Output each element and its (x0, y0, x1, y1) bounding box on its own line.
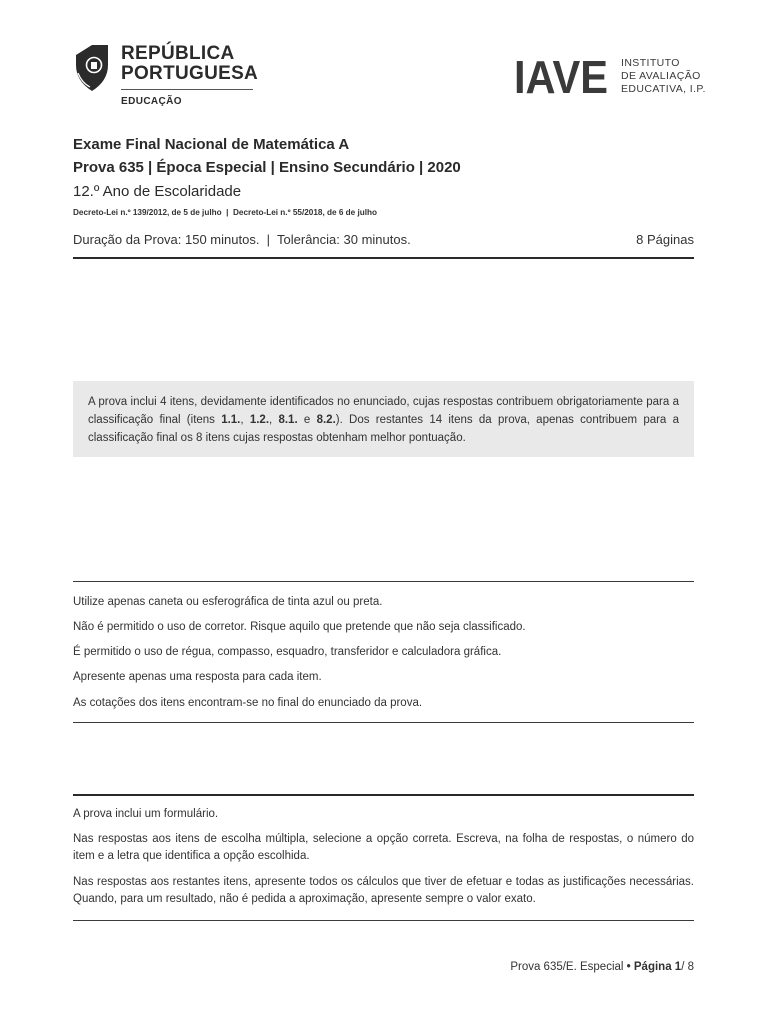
notes-top-divider (73, 794, 694, 796)
notes-bottom-divider (73, 920, 694, 921)
instruction-item: Não é permitido o uso de corretor. Risque aquilo que pretende que não seja classificado. (73, 621, 526, 633)
instructions-bottom-divider (73, 722, 694, 723)
notice-sep-2: , (269, 414, 279, 426)
notice-item-3: 8.1. (278, 414, 298, 426)
instruction-item: Apresente apenas uma resposta para cada item. (73, 671, 322, 683)
notice-sep-3: e (297, 414, 317, 426)
instruction-item: Utilize apenas caneta ou esferográfica de tinta azul ou preta. (73, 596, 383, 608)
republica-portuguesa-emblem-icon (72, 43, 110, 93)
footer-exam-code: Prova 635/E. Especial (510, 961, 624, 973)
instructions-top-divider (73, 581, 694, 582)
instruction-item: É permitido o uso de régua, compasso, esquadro, transferidor e calculadora gráfica. (73, 646, 502, 658)
iave-line-1: INSTITUTO (621, 57, 680, 69)
republica-divider (121, 89, 253, 90)
school-year: 12.º Ano de Escolaridade (73, 183, 242, 200)
page-count: 8 Páginas (636, 232, 694, 247)
decree-reference: Decreto-Lei n.º 139/2012, de 5 de julho | Decreto-Lei n.º 55/2018, de 6 de julho (73, 208, 378, 217)
note-item: Nas respostas aos itens de escolha múltipla, selecione a opção correta. Escreva, na folha de respostas, o número do item e a letra que identifica a opção escolhida. (73, 833, 694, 862)
iave-institution-name (621, 57, 706, 96)
republica-subtitle: EDUCAÇÃO (121, 96, 182, 107)
exam-duration: Duração da Prova: 150 minutos. | Tolerância: 30 minutos. (73, 232, 411, 247)
title-divider (73, 257, 694, 259)
iave-logo (514, 57, 610, 97)
iave-line-3: EDUCATIVA, I.P. (621, 83, 706, 95)
exam-subtitle: Prova 635 | Época Especial | Ensino Secundário | 2020 (73, 159, 461, 176)
note-item: A prova inclui um formulário. (73, 808, 219, 820)
notice-text-part1: A prova inclui 4 itens, devidamente identificados no enunciado, cujas respostas contribuem obrigatoriamente para a classificação final (itens (88, 396, 679, 426)
footer-bullet: • (623, 961, 634, 973)
notice-text-part2: ). Dos restantes 14 itens da prova, apenas contribuem para a classificação final os 8 itens cujas respostas obtenham melhor pontuação. (88, 414, 679, 444)
notice-item-1: 1.1. (221, 414, 241, 426)
instruction-item: As cotações dos itens encontram-se no final do enunciado da prova. (73, 697, 423, 709)
mandatory-items-notice (73, 381, 694, 457)
notice-sep-1: , (240, 414, 250, 426)
iave-line-2: DE AVALIAÇÃO (621, 70, 701, 82)
notice-item-4: 8.2. (316, 414, 336, 426)
republica-line-1: REPÚBLICA (121, 43, 235, 64)
footer-page-total: / 8 (681, 961, 694, 973)
exam-title: Exame Final Nacional de Matemática A (73, 136, 350, 153)
note-item: Nas respostas aos restantes itens, apresente todos os cálculos que tiver de efetuar e todas as justificações necessárias. Quando, para um resultado, não é pedida a aproximação, apresente sempre o valor exato. (73, 876, 694, 905)
page-footer (510, 961, 694, 973)
republica-portuguesa-wordmark (121, 44, 258, 84)
notice-item-2: 1.2. (249, 414, 270, 426)
footer-page-number: Página 1 (633, 961, 682, 973)
iave-logo-text: IAVE (514, 57, 608, 97)
republica-line-2: PORTUGUESA (121, 63, 259, 84)
